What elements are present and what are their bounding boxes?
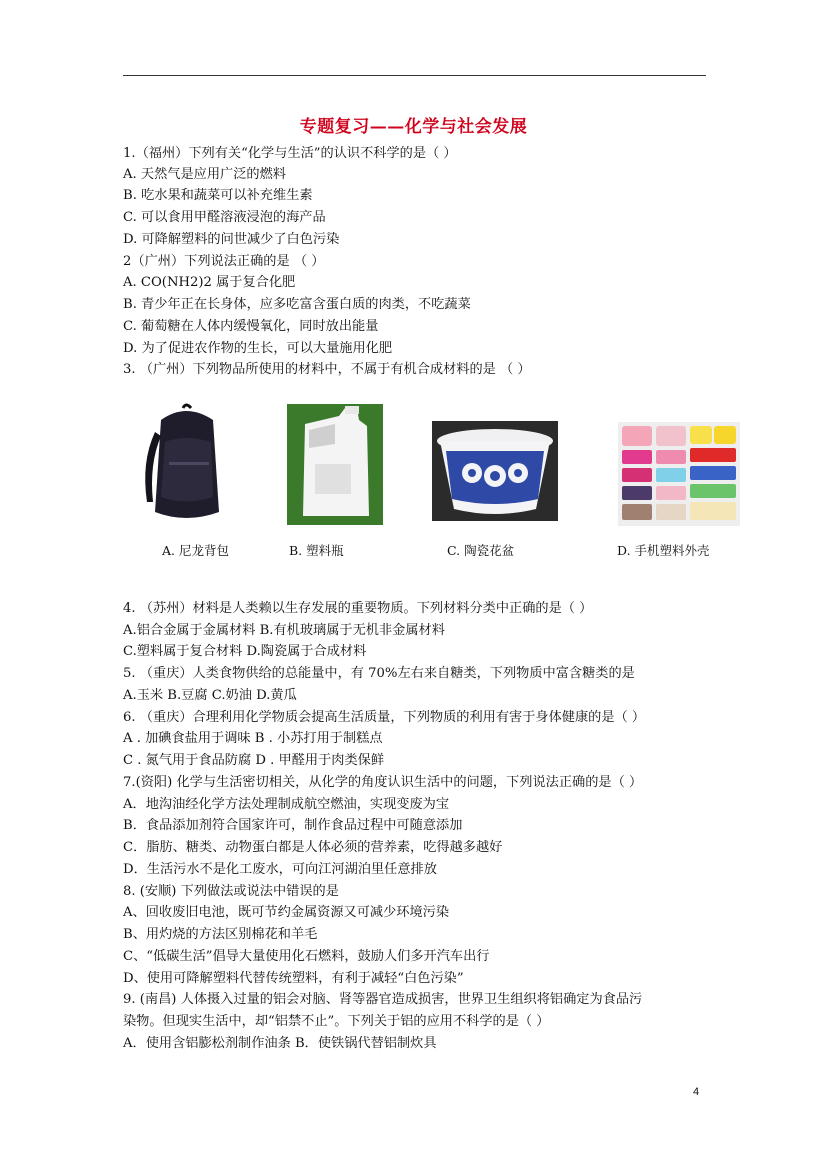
option-line: C．脂肪、糖类、动物蛋白都是人体必须的营养素，吃得越多越好 (123, 840, 503, 855)
option-line: D．生活污水不是化工废水，可向江河湖泊里任意排放 (123, 862, 437, 877)
image-caption: D. 手机塑料外壳 (617, 543, 710, 558)
question-line: 染物。但现实生活中，却“铝禁不止”。下列关于铝的应用不科学的是（ ） (123, 1014, 550, 1029)
option-line: B. 青少年正在长身体，应多吃富含蛋白质的肉类，不吃蔬菜 (123, 297, 471, 312)
question-line: 6. （重庆）合理利用化学物质会提高生活质量，下列物质的利用有害于身体健康的是（ ） (123, 710, 646, 725)
image-caption: C. 陶瓷花盆 (447, 543, 515, 558)
option-line: C、“低碳生活”倡导大量使用化石燃料，鼓励人们多开汽车出行 (123, 949, 490, 964)
option-line: C . 氮气用于食品防腐 D . 甲醛用于肉类保鲜 (123, 753, 385, 768)
question-line: 2（广州）下列说法正确的是 （ ） (123, 254, 325, 269)
option-line: A . 加碘食盐用于调味 B . 小苏打用于制糕点 (123, 731, 383, 746)
question-line: 3. （广州）下列物品所使用的材料中，不属于有机合成材料的是 （ ） (123, 362, 531, 377)
image-caption: A. 尼龙背包 (162, 543, 229, 558)
option-line: C.塑料属于复合材料 D.陶瓷属于合成材料 (123, 644, 367, 659)
header-rule (123, 75, 706, 76)
question-line: 7.(资阳) 化学与生活密切相关，从化学的角度认识生活中的问题，下列说法正确的是（ ） (123, 775, 643, 790)
question-line: 1.（福州）下列有关“化学与生活”的认识不科学的是（ ） (123, 146, 457, 161)
option-line: D. 可降解塑料的问世减少了白色污染 (123, 232, 340, 247)
question-line: 8. (安顺) 下列做法或说法中错误的是 (123, 884, 339, 899)
option-line: B、用灼烧的方法区别棉花和羊毛 (123, 927, 318, 942)
option-line: D、使用可降解塑料代替传统塑料，有利于减轻“白色污染” (123, 971, 464, 986)
option-line: A.铝合金属于金属材料 B.有机玻璃属于无机非金属材料 (123, 623, 445, 638)
question-line: 9. (南昌) 人体摄入过量的铝会对脑、肾等器官造成损害，世界卫生组织将铝确定为食品污 (123, 992, 643, 1007)
option-line: A.玉米 B.豆腐 C.奶油 D.黄瓜 (123, 688, 297, 703)
question-line: 5. （重庆）人类食物供给的总能量中，有 70%左右来自糖类，下列物质中富含糖类的是 (123, 666, 635, 681)
option-line: B．食品添加剂符合国家许可，制作食品过程中可随意添加 (123, 818, 463, 833)
option-line: A．使用含铝膨松剂制作油条 B．使铁锅代替铝制炊具 (123, 1036, 437, 1051)
option-line: A. CO(NH2)2 属于复合化肥 (123, 275, 296, 290)
option-line: B. 吃水果和蔬菜可以补充维生素 (123, 188, 313, 203)
page-title: 专题复习——化学与社会发展 (299, 117, 528, 137)
backpack-image (133, 402, 239, 526)
phone-cases-image (618, 422, 740, 526)
plastic-jug-image (287, 404, 383, 525)
page-number: 4 (693, 1086, 700, 1098)
question-line: 4. （苏州）材料是人类赖以生存发展的重要物质。下列材料分类中正确的是（ ） (123, 601, 593, 616)
option-line: A. 天然气是应用广泛的燃料 (123, 167, 286, 182)
option-line: A．地沟油经化学方法处理制成航空燃油，实现变废为宝 (123, 797, 450, 812)
option-line: A、回收废旧电池，既可节约金属资源又可减少环境污染 (123, 905, 450, 920)
option-line: D. 为了促进农作物的生长，可以大量施用化肥 (123, 341, 393, 356)
image-caption: B. 塑料瓶 (289, 543, 344, 558)
option-line: C. 葡萄糖在人体内缓慢氧化，同时放出能量 (123, 319, 379, 334)
option-line: C. 可以食用甲醛溶液浸泡的海产品 (123, 210, 326, 225)
ceramic-pot-image (432, 421, 558, 521)
